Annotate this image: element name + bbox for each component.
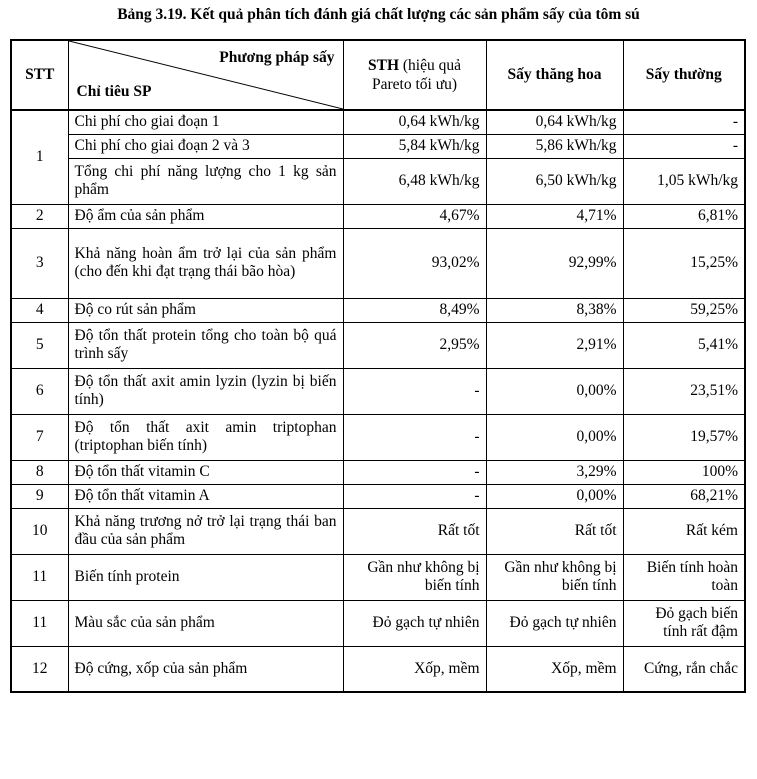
normal-drying-value-cell: 100%: [623, 460, 745, 484]
sth-value-cell: -: [343, 460, 486, 484]
sth-value-cell: Rất tốt: [343, 508, 486, 554]
header-method-label: Phương pháp sấy: [219, 49, 335, 66]
sth-value-cell: Đỏ gạch tự nhiên: [343, 600, 486, 646]
table-body: [11, 110, 745, 692]
indicator-cell: Độ tổn thất axit amin lyzin (lyzin bị biến tính): [68, 368, 343, 414]
sth-value-cell: -: [343, 484, 486, 508]
freeze-drying-value-cell: Rất tốt: [486, 508, 623, 554]
table-row: [11, 508, 745, 554]
normal-drying-value-cell: Đỏ gạch biến tính rất đậm: [623, 600, 745, 646]
header-sth: [343, 40, 486, 110]
indicator-cell: Độ tổn thất vitamin C: [68, 460, 343, 484]
stt-cell: 5: [11, 322, 68, 368]
header-sth-bold: STH: [368, 57, 400, 74]
table-row: [11, 158, 745, 204]
sth-value-cell: 5,84 kWh/kg: [343, 134, 486, 158]
indicator-cell: Khả năng hoàn ẩm trở lại của sản phẩm (cho đến khi đạt trạng thái bão hòa): [68, 228, 343, 298]
indicator-cell: Độ tổn thất vitamin A: [68, 484, 343, 508]
normal-drying-value-cell: Biến tính hoàn toàn: [623, 554, 745, 600]
stt-cell: 9: [11, 484, 68, 508]
stt-cell: 4: [11, 298, 68, 322]
freeze-drying-value-cell: 0,00%: [486, 368, 623, 414]
sth-value-cell: 93,02%: [343, 228, 486, 298]
table-row: [11, 110, 745, 134]
freeze-drying-value-cell: Đỏ gạch tự nhiên: [486, 600, 623, 646]
sth-value-cell: Xốp, mềm: [343, 646, 486, 692]
table-caption: Bảng 3.19. Kết quả phân tích đánh giá chất lượng các sản phẩm sấy của tôm sú: [117, 6, 640, 23]
freeze-drying-value-cell: 6,50 kWh/kg: [486, 158, 623, 204]
sth-value-cell: 6,48 kWh/kg: [343, 158, 486, 204]
stt-cell: 12: [11, 646, 68, 692]
indicator-cell: Màu sắc của sản phẩm: [68, 600, 343, 646]
indicator-cell: Khả năng trương nở trở lại trạng thái ban đầu của sản phẩm: [68, 508, 343, 554]
sth-value-cell: 4,67%: [343, 204, 486, 228]
normal-drying-value-cell: -: [623, 134, 745, 158]
stt-cell: 1: [11, 110, 68, 204]
stt-cell: 11: [11, 554, 68, 600]
freeze-drying-value-cell: 0,64 kWh/kg: [486, 110, 623, 134]
sth-value-cell: 8,49%: [343, 298, 486, 322]
freeze-drying-value-cell: 92,99%: [486, 228, 623, 298]
normal-drying-value-cell: 1,05 kWh/kg: [623, 158, 745, 204]
freeze-drying-value-cell: Gần như không bị biến tính: [486, 554, 623, 600]
freeze-drying-value-cell: 2,91%: [486, 322, 623, 368]
normal-drying-value-cell: 68,21%: [623, 484, 745, 508]
stt-cell: 8: [11, 460, 68, 484]
header-sth-line1: (hiệu quả: [402, 57, 461, 74]
freeze-drying-value-cell: 5,86 kWh/kg: [486, 134, 623, 158]
stt-cell: 7: [11, 414, 68, 460]
table-row: [11, 414, 745, 460]
freeze-drying-value-cell: Xốp, mềm: [486, 646, 623, 692]
freeze-drying-value-cell: 0,00%: [486, 484, 623, 508]
indicator-cell: Chi phí cho giai đoạn 2 và 3: [68, 134, 343, 158]
normal-drying-value-cell: 59,25%: [623, 298, 745, 322]
sth-value-cell: -: [343, 414, 486, 460]
header-sth-line2: Pareto tối ưu): [371, 76, 458, 93]
normal-drying-value-cell: 6,81%: [623, 204, 745, 228]
header-freeze-drying: Sấy thăng hoa: [486, 40, 623, 110]
indicator-cell: Độ ẩm của sản phẩm: [68, 204, 343, 228]
table-row: [11, 322, 745, 368]
stt-cell: 6: [11, 368, 68, 414]
header-diagonal-cell: [68, 40, 343, 110]
header-normal-drying: Sấy thường: [623, 40, 745, 110]
freeze-drying-value-cell: 0,00%: [486, 414, 623, 460]
normal-drying-value-cell: Cứng, rắn chắc: [623, 646, 745, 692]
normal-drying-value-cell: Rất kém: [623, 508, 745, 554]
sth-value-cell: Gần như không bị biến tính: [343, 554, 486, 600]
freeze-drying-value-cell: 4,71%: [486, 204, 623, 228]
results-table: [10, 39, 746, 693]
table-row: [11, 600, 745, 646]
indicator-cell: Tổng chi phí năng lượng cho 1 kg sản phẩm: [68, 158, 343, 204]
normal-drying-value-cell: 5,41%: [623, 322, 745, 368]
table-row: [11, 646, 745, 692]
indicator-cell: Độ tổn thất protein tổng cho toàn bộ quá trình sấy: [68, 322, 343, 368]
header-row: [11, 40, 745, 110]
indicator-cell: Chi phí cho giai đoạn 1: [68, 110, 343, 134]
stt-cell: 2: [11, 204, 68, 228]
normal-drying-value-cell: -: [623, 110, 745, 134]
freeze-drying-value-cell: 8,38%: [486, 298, 623, 322]
stt-cell: 10: [11, 508, 68, 554]
freeze-drying-value-cell: 3,29%: [486, 460, 623, 484]
table-row: [11, 134, 745, 158]
normal-drying-value-cell: 15,25%: [623, 228, 745, 298]
table-row: [11, 228, 745, 298]
stt-cell: 11: [11, 600, 68, 646]
sth-value-cell: -: [343, 368, 486, 414]
sth-value-cell: 0,64 kWh/kg: [343, 110, 486, 134]
table-row: [11, 204, 745, 228]
indicator-cell: Biến tính protein: [68, 554, 343, 600]
table-row: [11, 484, 745, 508]
indicator-cell: Độ cứng, xốp của sản phẩm: [68, 646, 343, 692]
normal-drying-value-cell: 23,51%: [623, 368, 745, 414]
header-indicator-label: Chỉ tiêu SP: [76, 83, 152, 100]
table-row: [11, 368, 745, 414]
indicator-cell: Độ co rút sản phẩm: [68, 298, 343, 322]
stt-cell: 3: [11, 228, 68, 298]
indicator-cell: Độ tổn thất axit amin triptophan (triptophan biến tính): [68, 414, 343, 460]
table-row: [11, 554, 745, 600]
table-row: [11, 298, 745, 322]
sth-value-cell: 2,95%: [343, 322, 486, 368]
header-stt: STT: [11, 40, 68, 110]
normal-drying-value-cell: 19,57%: [623, 414, 745, 460]
table-row: [11, 460, 745, 484]
